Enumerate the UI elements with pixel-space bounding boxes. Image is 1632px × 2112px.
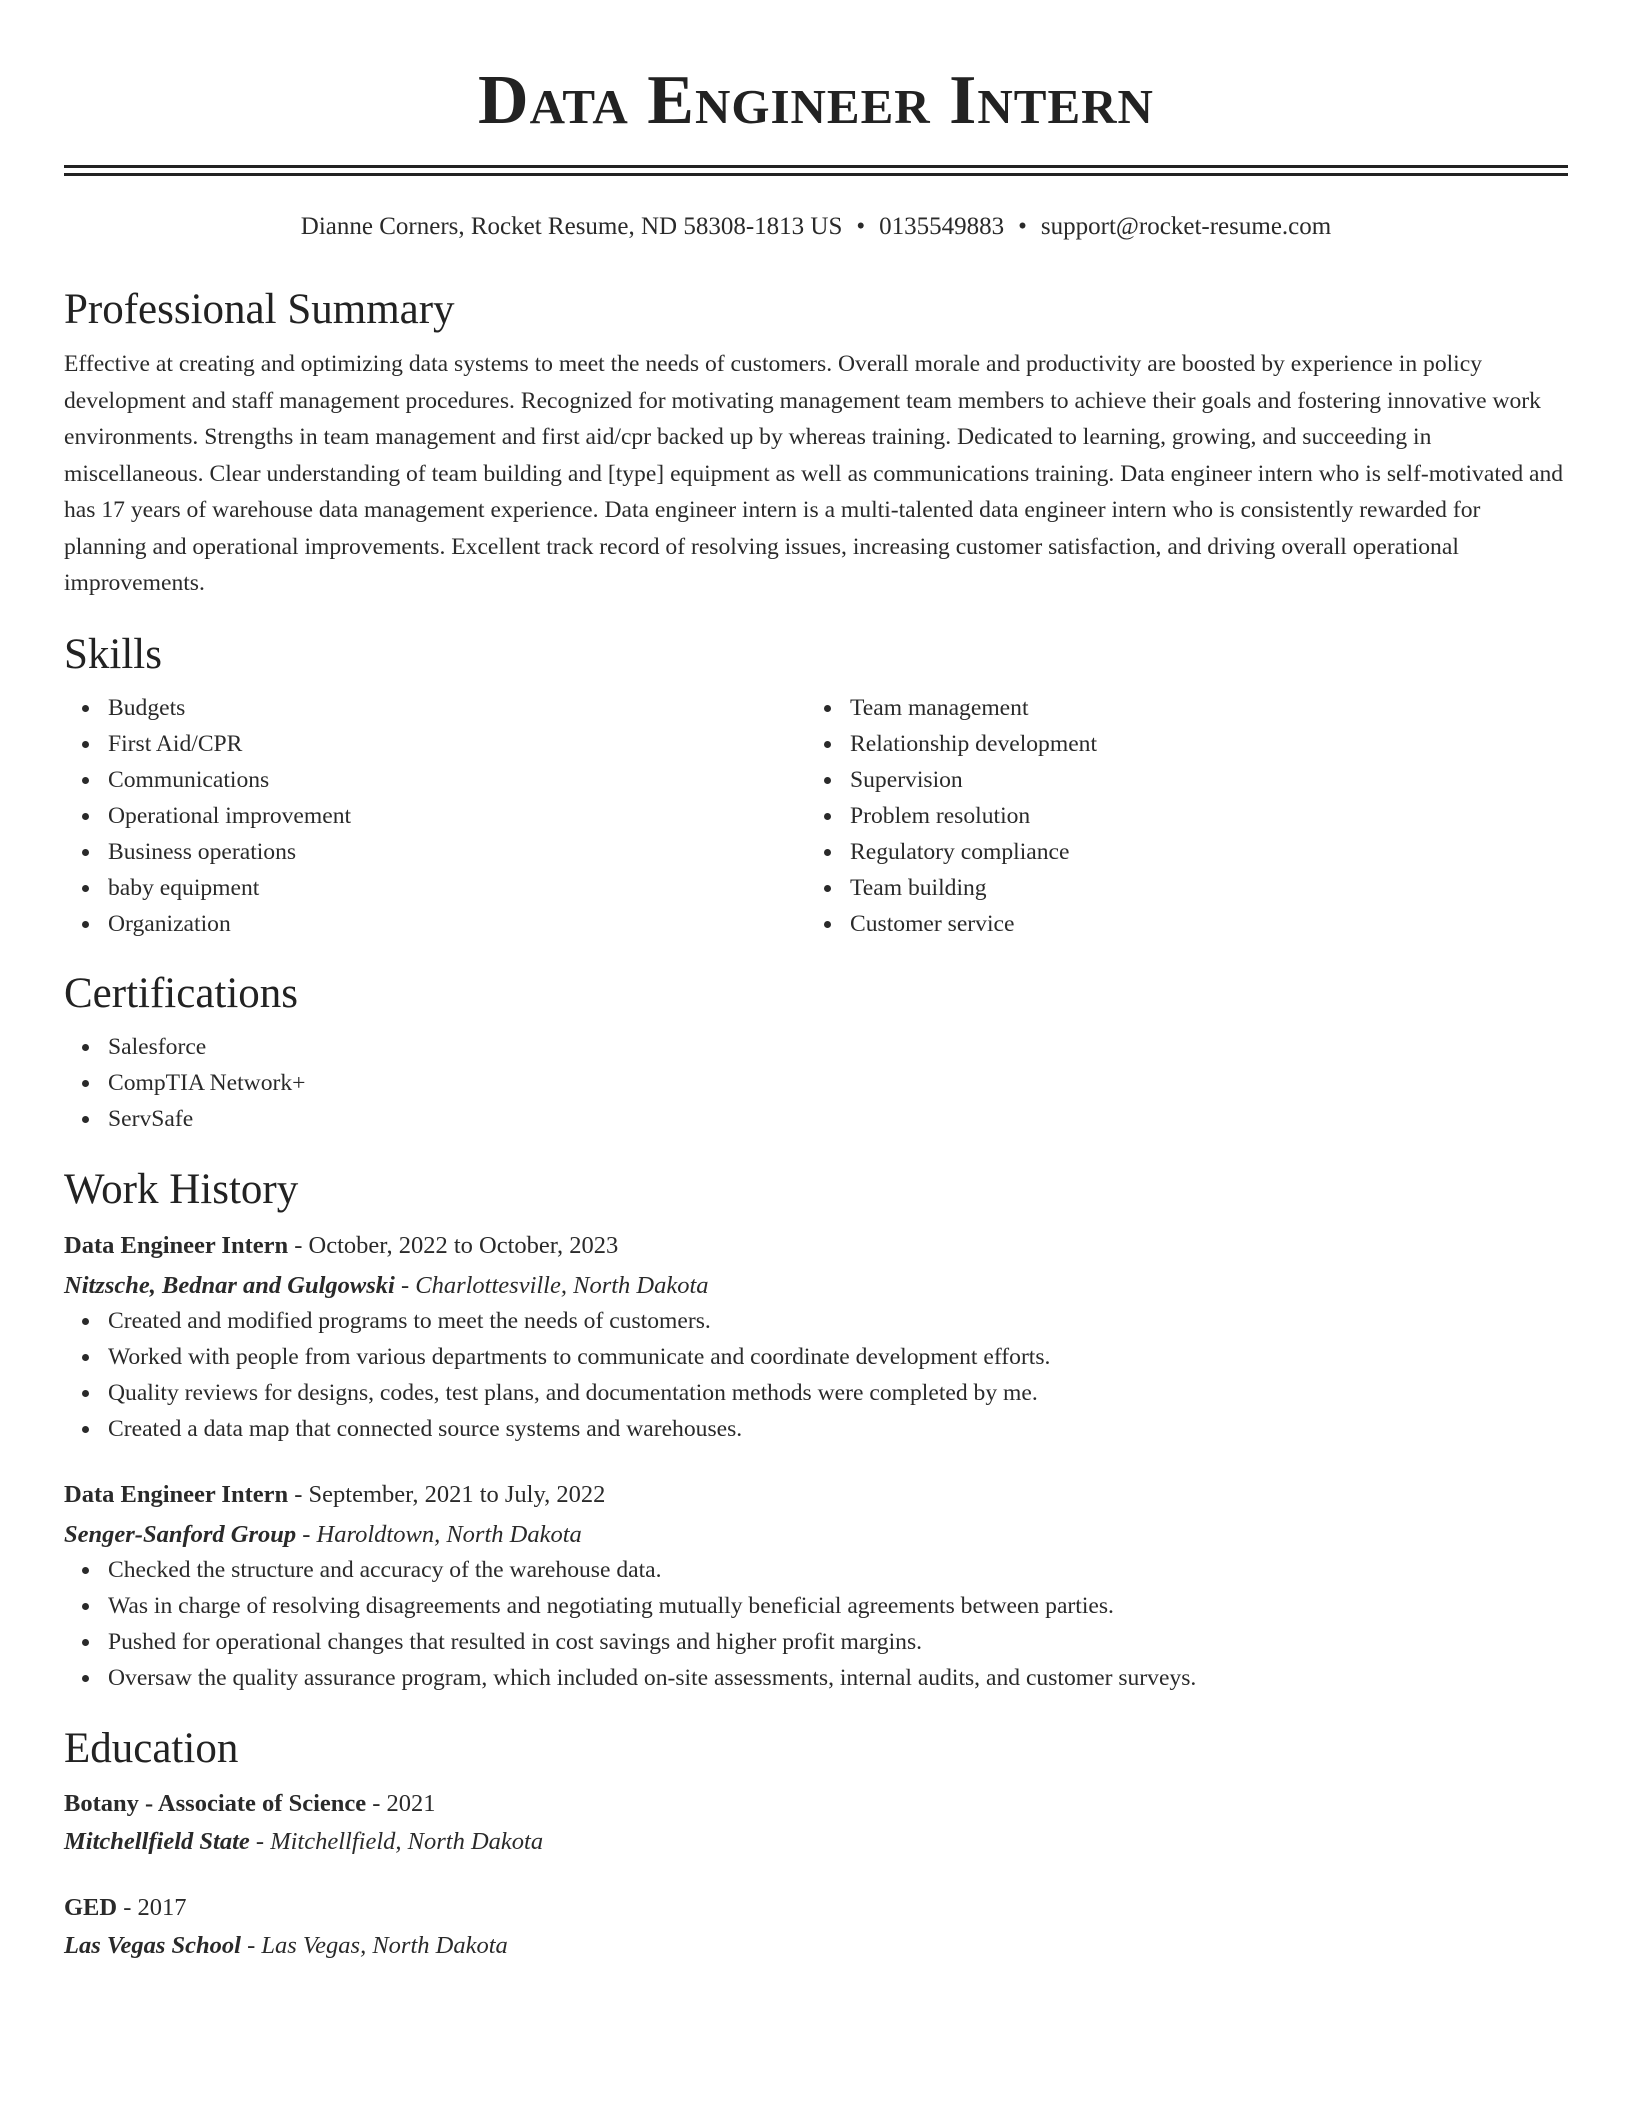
resume-title: Data Engineer Intern — [478, 62, 1154, 139]
skill-item: Budgets — [108, 690, 806, 726]
job-location: Haroldtown, North Dakota — [316, 1520, 582, 1548]
title-divider-thin — [64, 173, 1568, 176]
skill-item: Communications — [108, 762, 806, 798]
job-title-line — [64, 1478, 1568, 1512]
contact-phone: 0135549883 — [879, 213, 1005, 240]
job-dates: September, 2021 to July, 2022 — [308, 1480, 606, 1508]
skill-item: Business operations — [108, 834, 806, 870]
skill-item: Team management — [850, 690, 1548, 726]
education-degree-line — [64, 1891, 1568, 1925]
job-title: Data Engineer Intern — [64, 1231, 289, 1259]
skill-item: Customer service — [850, 906, 1548, 942]
job-company-line — [64, 1518, 1568, 1552]
dash: - — [117, 1893, 138, 1921]
dash: - — [249, 1827, 271, 1855]
dash: - — [240, 1931, 262, 1959]
education-year: 2017 — [137, 1893, 187, 1921]
skill-item: Organization — [108, 906, 806, 942]
job-company-line — [64, 1269, 1568, 1303]
job-bullets — [64, 1552, 1568, 1696]
job-bullet: Pushed for operational changes that resulted in cost savings and higher profit margins. — [108, 1624, 1568, 1660]
education-location: Las Vegas, North Dakota — [261, 1931, 508, 1959]
job-bullet: Created and modified programs to meet the needs of customers. — [108, 1303, 1568, 1339]
job-bullet: Checked the structure and accuracy of the warehouse data. — [108, 1552, 1568, 1588]
contact-separator: • — [856, 213, 866, 240]
title-divider-thick — [64, 165, 1568, 168]
dash: - — [394, 1271, 416, 1299]
job-title-line — [64, 1229, 1568, 1263]
job-company: Nitzsche, Bednar and Gulgowski — [64, 1271, 395, 1299]
certification-item: Salesforce — [108, 1029, 1568, 1065]
job-bullet: Quality reviews for designs, codes, test plans, and documentation methods were completed by me. — [108, 1375, 1568, 1411]
job-bullet: Was in charge of resolving disagreements and negotiating mutually beneficial agreements between parties. — [108, 1588, 1568, 1624]
contact-line — [64, 212, 1568, 242]
skill-item: Team building — [850, 870, 1548, 906]
job-company: Senger-Sanford Group — [64, 1520, 297, 1548]
dash: - — [296, 1520, 317, 1548]
skill-item: Regulatory compliance — [850, 834, 1548, 870]
skills-list — [64, 690, 1568, 942]
skill-item: Supervision — [850, 762, 1548, 798]
education-location: Mitchellfield, North Dakota — [270, 1827, 544, 1855]
skill-item: First Aid/CPR — [108, 726, 806, 762]
education-degree: Botany - Associate of Science — [64, 1789, 367, 1817]
job-bullets — [64, 1303, 1568, 1447]
job-location: Charlottesville, North Dakota — [415, 1271, 709, 1299]
education-school: Mitchellfield State — [64, 1827, 250, 1855]
education-year: 2021 — [386, 1789, 436, 1817]
job-entry — [64, 1229, 1568, 1447]
education-degree: GED — [64, 1893, 118, 1921]
job-bullet: Created a data map that connected source systems and warehouses. — [108, 1411, 1568, 1447]
contact-separator: • — [1018, 213, 1027, 240]
skill-item: Problem resolution — [850, 798, 1548, 834]
skill-item: Relationship development — [850, 726, 1548, 762]
job-title: Data Engineer Intern — [64, 1480, 289, 1508]
education-school: Las Vegas School — [64, 1931, 241, 1959]
education-school-line — [64, 1929, 1568, 1963]
education-entry — [64, 1891, 1568, 1963]
dash: - — [288, 1231, 309, 1259]
contact-address: Dianne Corners, Rocket Resume, ND 58308-1813 US — [300, 213, 843, 240]
contact-email: support@rocket-resume.com — [1040, 213, 1332, 240]
job-bullet: Worked with people from various departments to communicate and coordinate development efforts. — [108, 1339, 1568, 1375]
skill-item: baby equipment — [108, 870, 806, 906]
job-dates: October, 2022 to October, 2023 — [308, 1231, 619, 1259]
skill-item: Operational improvement — [108, 798, 806, 834]
section-heading-summary: Professional Summary — [64, 286, 455, 333]
certification-item: CompTIA Network+ — [108, 1065, 1568, 1101]
education-entry — [64, 1787, 1568, 1859]
job-bullet: Oversaw the quality assurance program, which included on-site assessments, internal audits, and customer surveys. — [108, 1660, 1568, 1696]
summary-text: Effective at creating and optimizing data systems to meet the needs of customers. Overall morale and productivity are boosted by experience in policy development and staff management procedures. Recognized for motivating management team members to achieve their goals and fostering innovative work environments. Strengths in team management and first aid/cpr backed up by whereas training. Dedicated to learning, growing, and succeeding in miscellaneous. Clear understanding of team building and [type] equipment as well as communications training. Data engineer intern who is self-motivated and has 17 years of warehouse data management experience. Data engineer intern is a multi-talented data engineer intern who is consistently rewarded for planning and operational improvements. Excellent track record of resolving issues, increasing customer satisfaction, and driving overall operational improvements. — [64, 351, 1564, 596]
section-heading-work-history: Work History — [64, 1165, 299, 1213]
certifications-list — [64, 1029, 1568, 1137]
section-heading-education: Education — [64, 1724, 239, 1772]
dash: - — [366, 1789, 387, 1817]
skills-column-left — [64, 690, 806, 942]
certification-item: ServSafe — [108, 1101, 1568, 1137]
section-heading-skills: Skills — [64, 630, 162, 678]
education-school-line — [64, 1825, 1568, 1859]
dash: - — [288, 1480, 309, 1508]
skills-column-right — [806, 690, 1548, 942]
job-entry — [64, 1478, 1568, 1696]
section-heading-certifications: Certifications — [64, 969, 299, 1017]
education-degree-line — [64, 1787, 1568, 1821]
